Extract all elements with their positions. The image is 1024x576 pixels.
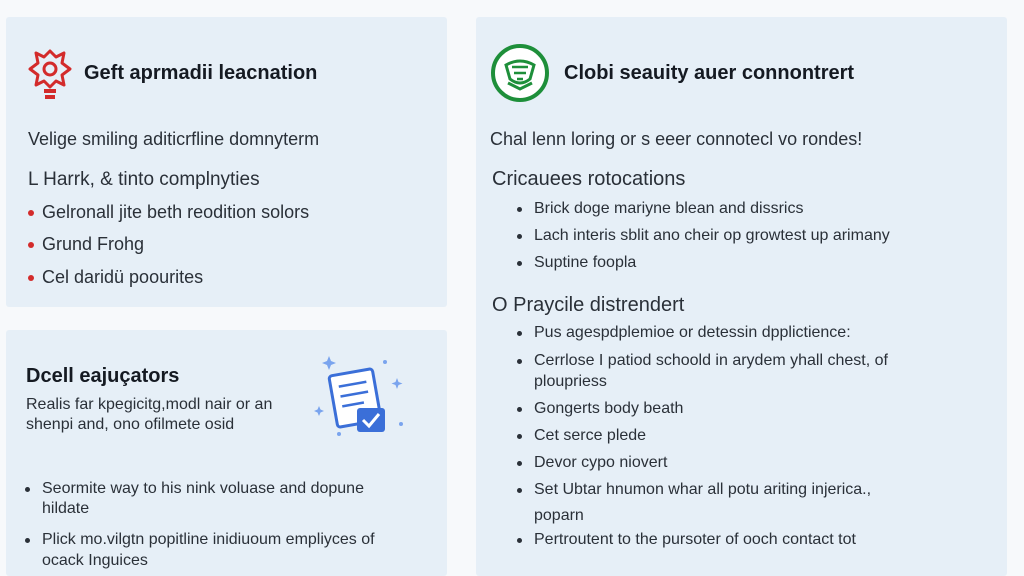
section-heading: Cricauees rotocations (492, 168, 686, 190)
feature-card-left-bottom (6, 330, 447, 576)
feature-card-left-top (6, 17, 447, 307)
list-item-continuation: ploupriess (534, 373, 607, 390)
list-item-continuation: hildate (42, 500, 90, 517)
list-item: Plick mo.vilgtn popitline inidiuoum empliyces of (42, 531, 375, 548)
card-title: Geft aprmadii leacnation (84, 62, 318, 84)
list-item: Set Ubtar hnumon whar all potu ariting injerica., (534, 481, 872, 498)
list-item: Seormite way to his nink voluase and dopune (42, 480, 364, 497)
list-item: Cerrlose I patiod schoold in arydem yhall chest, of (534, 352, 888, 369)
list-item: Brick doge mariyne blean and dissrics (534, 200, 804, 217)
list-item: Pus agespdplemioe or detessin dpplictience: (534, 324, 851, 341)
section-heading: O Praycile distrendert (492, 294, 685, 316)
lightbulb-icon (26, 43, 74, 110)
list-item: Suptine foopla (534, 254, 637, 271)
list-item: Cet serce plede (534, 427, 647, 444)
card-subtitle: Velige smiling aditicrfline domnyterm (28, 129, 320, 149)
list-item: Lach interis sblit ano cheir op growtest up arimany (534, 227, 890, 244)
list-item: Pertroutent to the pursoter of ooch contact tot (534, 531, 856, 548)
card-description: Realis far kpegicitg,modl nair or an (26, 396, 273, 413)
feature-card-right (476, 17, 1007, 576)
card-heading: L Harrk, & tinto complnyties (28, 169, 260, 190)
list-item: Devor cypo niovert (534, 454, 668, 471)
card-subtitle: Chal lenn loring or s eeer connotecl vo rondes! (490, 129, 863, 149)
list-item: Grund Frohg (42, 234, 145, 254)
list-item: Cel daridü poourites (42, 267, 204, 287)
shield-emblem-icon (490, 43, 550, 108)
card-description: shenpi and, ono ofilmete osid (26, 416, 235, 433)
card-title: Dcell eajuçators (26, 365, 180, 387)
card-title: Clobi seauity auer connontrert (564, 62, 855, 84)
list-item: Gelronall jite beth reodition solors (42, 202, 310, 222)
list-item: Gongerts body beath (534, 400, 684, 417)
list-item-continuation: ocack Inguices (42, 552, 148, 569)
list-item-continuation: poparn (534, 507, 584, 524)
document-illustration-icon (311, 350, 411, 451)
